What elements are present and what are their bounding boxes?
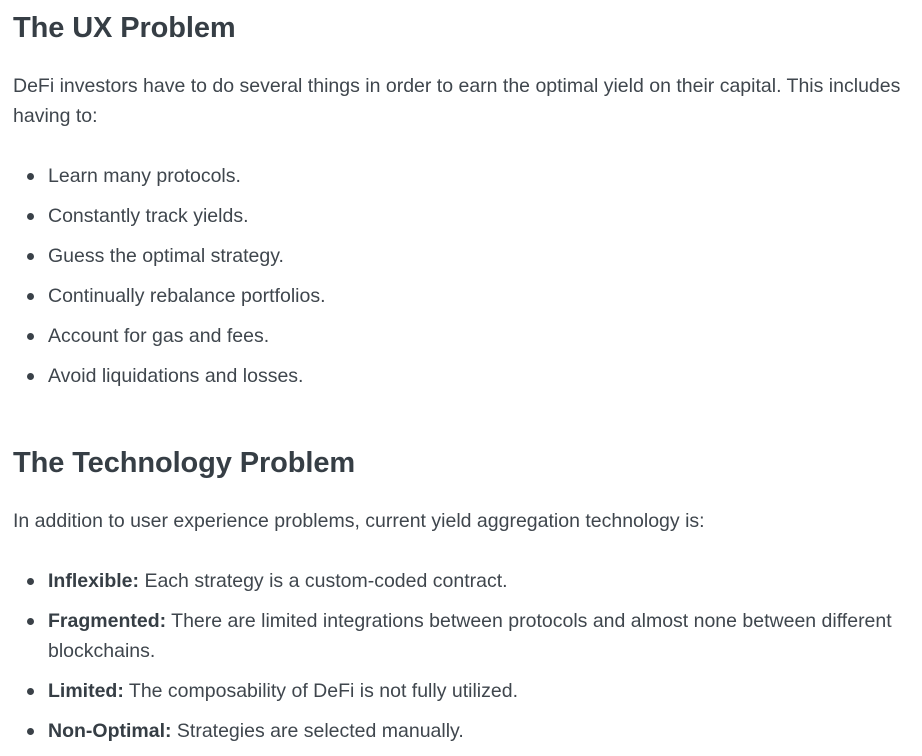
list-item: [13, 241, 922, 271]
list-item-text: Each strategy is a custom-coded contract.: [139, 570, 508, 592]
list-item-text: The composability of DeFi is not fully utilized.: [123, 680, 518, 702]
ux-problem-list: [13, 161, 922, 401]
bullet-icon: [27, 578, 34, 585]
list-item: [13, 566, 922, 596]
ux-problem-intro: DeFi investors have to do several things in order to earn the optimal yield on their capital. This includes having to:: [13, 75, 901, 127]
bullet-icon: [27, 213, 34, 220]
bullet-icon: [27, 728, 34, 735]
list-item: [13, 676, 922, 706]
list-item: [13, 716, 922, 746]
list-item-text: Account for gas and fees.: [48, 325, 270, 347]
list-item: [13, 321, 922, 351]
bullet-icon: [27, 373, 34, 380]
list-item-text: Guess the optimal strategy.: [48, 245, 284, 267]
list-item-text: Avoid liquidations and losses.: [48, 365, 304, 387]
list-item-term: Non-Optimal:: [48, 720, 172, 742]
list-item-term: Fragmented:: [48, 610, 167, 632]
bullet-icon: [27, 333, 34, 340]
technology-problem-list: [13, 566, 922, 756]
list-item-text: Strategies are selected manually.: [171, 720, 464, 742]
list-item: [13, 201, 922, 231]
list-item: [13, 606, 922, 666]
list-item-text: Constantly track yields.: [48, 205, 249, 227]
technology-problem-intro: In addition to user experience problems, current yield aggregation technology is:: [13, 510, 705, 532]
list-item-text: Continually rebalance portfolios.: [48, 285, 326, 307]
list-item: [13, 161, 922, 191]
list-item-term: Limited:: [48, 680, 124, 702]
list-item-text: Learn many protocols.: [48, 165, 241, 187]
list-item-term: Inflexible:: [48, 570, 140, 592]
bullet-icon: [27, 253, 34, 260]
technology-problem-heading: The Technology Problem: [13, 447, 356, 479]
bullet-icon: [27, 618, 34, 625]
list-item: [13, 281, 922, 311]
ux-problem-heading: The UX Problem: [13, 12, 236, 44]
list-item: [13, 361, 922, 391]
bullet-icon: [27, 688, 34, 695]
bullet-icon: [27, 293, 34, 300]
list-item-text: There are limited integrations between protocols and almost none between different blockchains.: [48, 610, 892, 662]
bullet-icon: [27, 173, 34, 180]
